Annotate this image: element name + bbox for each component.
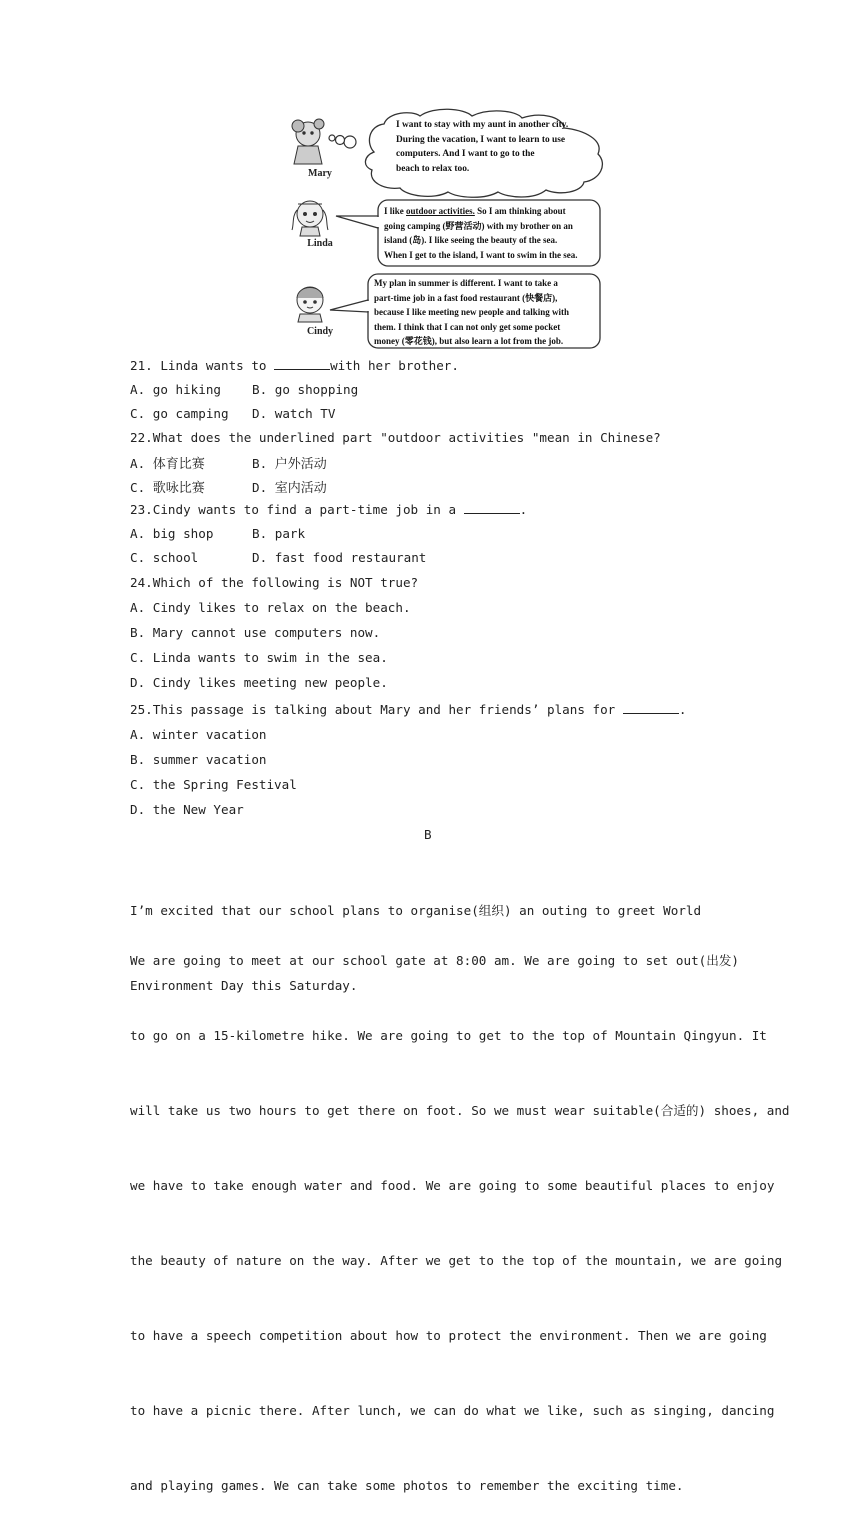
option: A. Cindy likes to relax on the beach. <box>130 600 411 615</box>
cindy-bubble-text: My plan in summer is different. I want to take a part-time job in a fast food restaurant (快餐店), because I like meeting new people and talking with them. I think that I can not only get some pocket money (零花钱), but also learn a lot from the job. <box>374 278 570 347</box>
option: D. Cindy likes meeting new people. <box>130 675 388 690</box>
thought-dot <box>344 136 356 148</box>
option: A. winter vacation <box>130 727 267 742</box>
answer-blank <box>464 502 520 514</box>
option: D. watch TV <box>252 406 336 421</box>
question-25: 25.This passage is talking about Mary and her friends’ plans for . <box>130 702 687 717</box>
mary-bubble-text: I want to stay with my aunt in another city. During the vacation, I want to learn to use computers. And I want to go to the beach to relax too. <box>396 120 569 174</box>
mary-figure-icon <box>292 119 324 164</box>
option: D. the New Year <box>130 802 244 817</box>
character-label-mary: Mary <box>308 168 332 179</box>
option: D. 室内活动 <box>252 480 327 496</box>
thought-dot <box>329 135 335 141</box>
option: B. park <box>252 526 306 541</box>
linda-bubble-text: I like outdoor activities. So I am thinking about going camping (野营活动) with my brother on an island (岛). I like seeing the beauty of the sea. When I get to the island, I want to swim in the sea. <box>384 206 578 260</box>
answer-blank <box>623 702 679 714</box>
option: C. go camping <box>130 406 229 421</box>
paragraph-1: I’m excited that our school plans to organise(组织) an outing to greet World Environment Day this Saturday. <box>130 903 702 993</box>
option: C. the Spring Festival <box>130 777 297 792</box>
question-24: 24.Which of the following is NOT true? <box>130 575 419 590</box>
option: A. big shop <box>130 526 214 541</box>
option: C. school <box>130 550 199 565</box>
option: A. 体育比赛 <box>130 456 205 472</box>
linda-figure-icon <box>292 201 328 236</box>
thought-dot <box>336 136 345 145</box>
cindy-figure-icon <box>297 287 323 322</box>
option: A. go hiking <box>130 382 221 397</box>
question-22: 22.What does the underlined part "outdoor activities "mean in Chinese? <box>130 430 661 445</box>
question-21: 21. Linda wants to with her brother. <box>130 358 459 373</box>
option: B. 户外活动 <box>252 456 327 472</box>
illustration <box>288 104 604 350</box>
question-23: 23.Cindy wants to find a part-time job in a . <box>130 502 528 517</box>
option: C. Linda wants to swim in the sea. <box>130 650 388 665</box>
character-label-cindy: Cindy <box>306 326 334 337</box>
character-label-linda: Linda <box>307 238 333 249</box>
option: C. 歌咏比赛 <box>130 480 205 496</box>
option: B. Mary cannot use computers now. <box>130 625 381 640</box>
section-heading: B <box>424 827 432 842</box>
paragraph-2: We are going to meet at our school gate at 8:00 am. We are going to set out(出发) to go on a 15-kilometre hike. We are going to get to the top of Mountain Qingyun. It will take us two hours to get there on foot. So we must wear suitable(合适的) shoes, and we have to take enough water and food. We are going to some beautiful places to enjoy the beauty of nature on the way. After we get to the top of the mountain, we are going to have a speech competition about how to protect the environment. Then we are going to have a picnic there. After lunch, we can do what we like, such as singing, dancing and playing games. We can take some photos to remember the exciting time. <box>130 953 790 1493</box>
underlined-phrase: outdoor activities. <box>406 206 475 216</box>
option: B. summer vacation <box>130 752 267 767</box>
option: D. fast food restaurant <box>252 550 427 565</box>
option: B. go shopping <box>252 382 359 397</box>
answer-blank <box>274 358 330 370</box>
